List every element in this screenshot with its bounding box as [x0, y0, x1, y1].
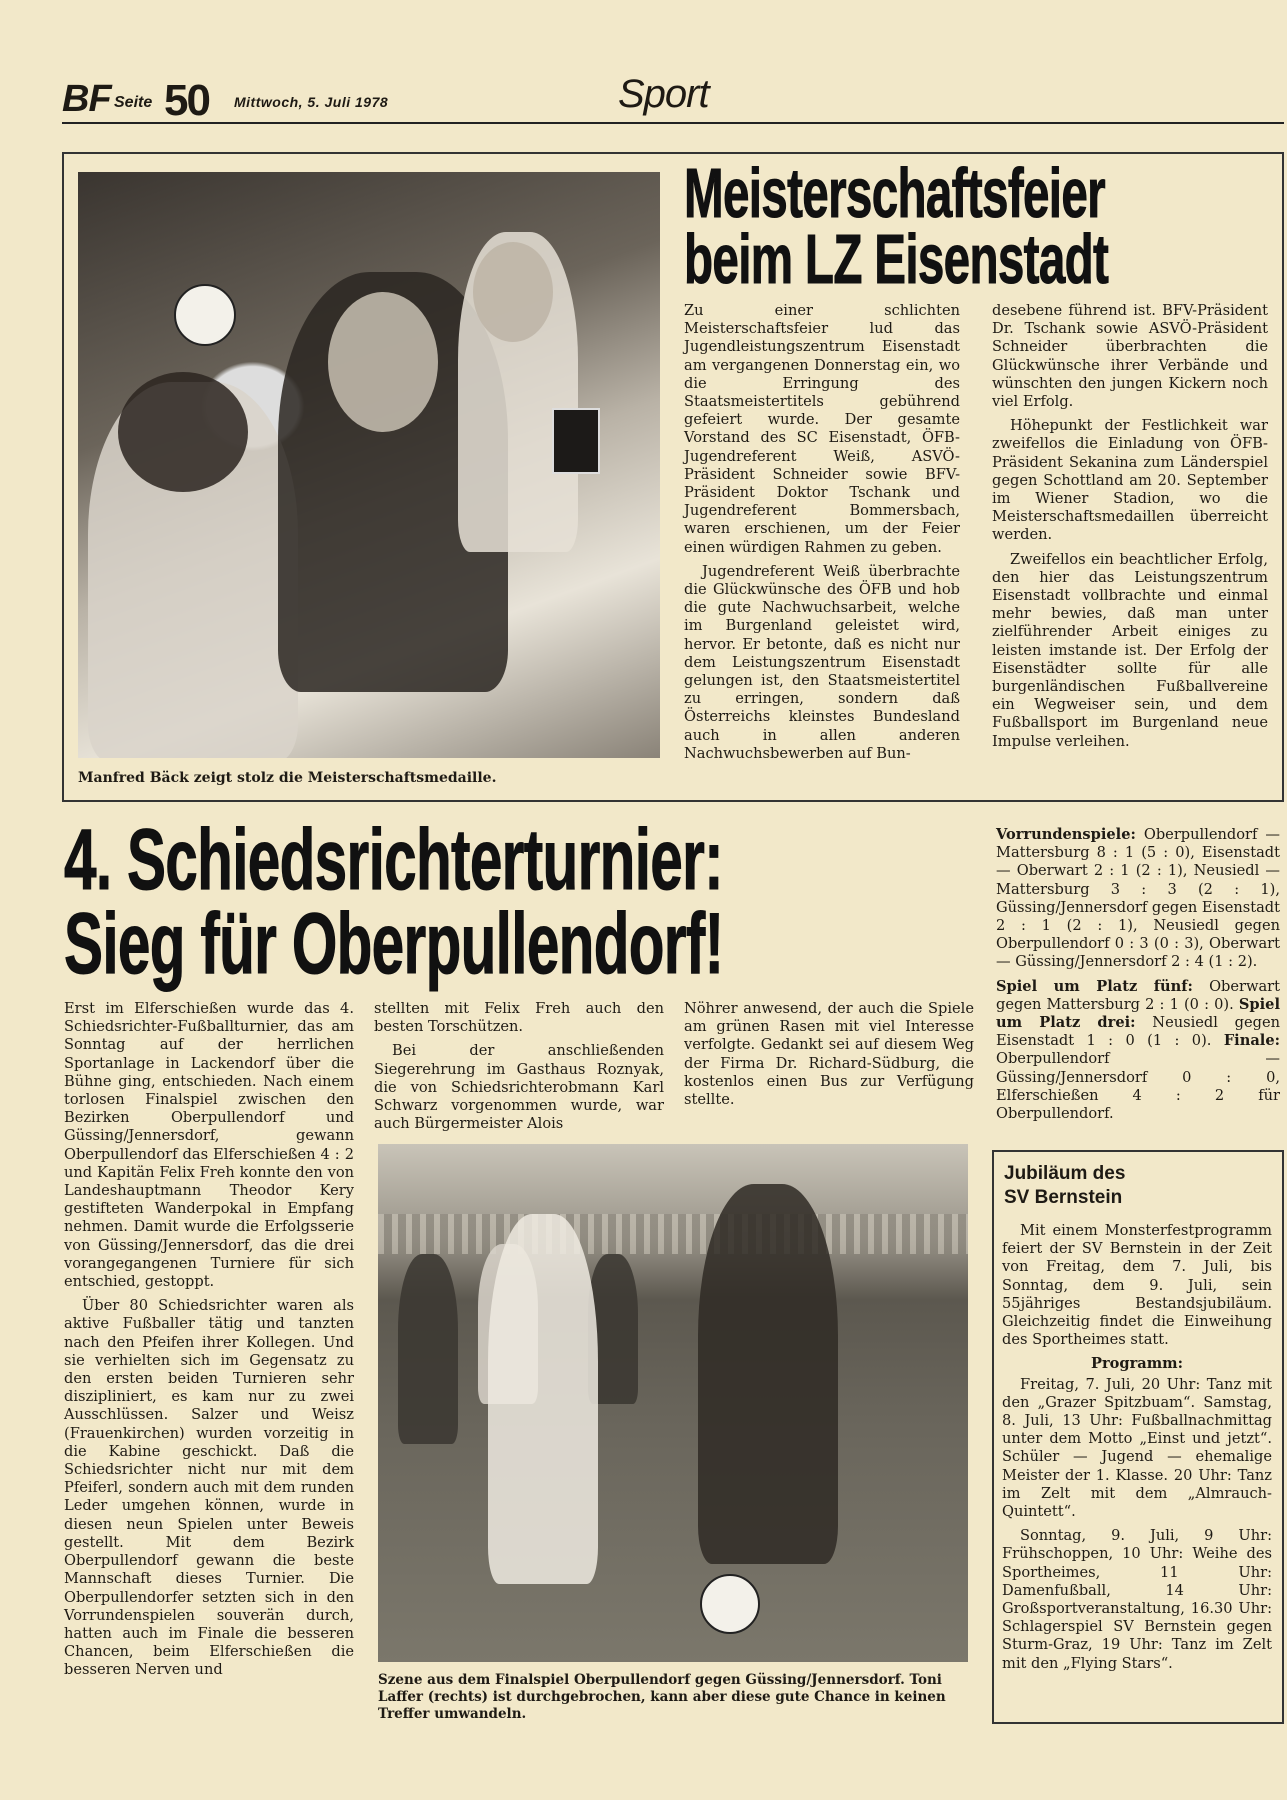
headline-line-2: SV Bernstein: [1004, 1187, 1123, 1208]
article2-column-1: [64, 1000, 354, 1686]
photo-player-laffer: [698, 1184, 838, 1564]
photo-caption-2: Szene aus dem Finalspiel Oberpullendorf gegen Güssing/Jennersdorf. Toni Laffer (rechts) ist durchgebrochen, kann aber diese gute Chance in keinen Treffer umwandeln.: [378, 1672, 946, 1722]
photo-medal-ceremony: [78, 172, 660, 758]
article1-paragraph: Jugendreferent Weiß überbrachte die Glückwünsche des ÖFB und hob die gute Nachwuchsarbeit, welche im Burgenland geleistet wird, hervor. Er betonte, daß es nicht nur dem Leistungszentrum Eisenstadt gelungen ist, den Staatsmeistertitel zu erringen, sondern daß Österreichs kleinstes Bundesland auch in allen anderen Nachwuchsbewerben auf Bun-: [684, 562, 960, 762]
photo-final-match: [378, 1144, 968, 1662]
photo-player-bg-1: [398, 1254, 458, 1444]
article2-paragraph: Erst im Elferschießen wurde das 4. Schiedsrichter-Fußballturnier, das am Sonntag auf der herrlichen Sportanlage in Lackendorf über die Bühne ging, entschieden. Nach einem torlosen Finalspiel zwischen den Bezirken Oberpullendorf und Güssing/Jennersdorf, gewann Oberpullendorf das Elferschießen 4 : 2 und Kapitän Felix Freh konnte den von Landeshauptmann Theodor Kery gestifteten Wanderpokal in Empfang nehmen. Damit wurde die Erfolgsserie von Güssing/Jennersdorf, das die drei vorangegangenen Turniere für sich entschied, gestoppt.: [64, 1000, 354, 1291]
photo-person-left-head: [118, 372, 248, 492]
masthead-page-label: Seite: [114, 94, 153, 111]
results-label-finale: Finale:: [1223, 1032, 1280, 1050]
article1-paragraph: Höhepunkt der Festlichkeit war zweifellos die Einladung von ÖFB-Präsident Sekanina zum Länderspiel gegen Schottland am 20. September im Wiener Stadion, wo die Meisterschaftsmedaillen überreicht werden.: [992, 417, 1268, 544]
article2-paragraph: Nöhrer anwesend, der auch die Spiele am grünen Rasen mit viel Interesse verfolgte. Gedankt sei auf diesem Weg der Firma Dr. Richard-Südburg, die kostenlos einen Bus zur Verfügung stellte.: [684, 1000, 974, 1109]
article2-column-3: [684, 1000, 974, 1115]
article1-paragraph: Zweifellos ein beachtlicher Erfolg, den hier das Leistungszentrum Eisenstadt vollbrachte und einmal mehr bewies, daß man unter zielführender Arbeit einiges zu leisten imstande ist. Der Erfolg der Eisenstädter sollte für alle burgenländischen Fußballvereine ein Wegweiser sein, und dem Fußballsport im Burgenland neue Impulse verleihen.: [992, 550, 1268, 750]
photo-caption-1: Manfred Bäck zeigt stolz die Meisterschaftsmedaille.: [78, 770, 497, 786]
headline-meisterschaftsfeier: [684, 154, 1109, 298]
photo-person-right-face: [473, 242, 553, 342]
results-vorrunde: Oberpullendorf — Mattersburg 8 : 1 (5 : 0), Eisenstadt — Oberwart 2 : 1 (2 : 1), Neusiedl — Mattersburg 3 : 3 (2 : 1), Güssing/Jennersdorf gegen Eisenstadt 2 : 1 (2 : 1), Neusiedl gegen Oberpullendorf 0 : 3 (0 : 3), Oberwart — Güssing/Jennersdorf 2 : 4 (1 : 2).: [996, 826, 1280, 971]
results-finale: Oberpullendorf — Güssing/Jennersdorf 0 : 0, Elferschießen 4 : 2 für Oberpullendorf.: [996, 1050, 1280, 1123]
headline-line-2: beim LZ Eisenstadt: [684, 220, 1109, 298]
article3-programm-label: Programm:: [1090, 1355, 1184, 1373]
article2-paragraph: Bei der anschließenden Siegerehrung im Gasthaus Roznyak, die von Schiedsrichterobmann Karl Schwarz vorgenommen wurde, war auch Bürgermeister Alois: [374, 1042, 664, 1133]
photo-fence: [378, 1214, 968, 1254]
headline-line-2: Sieg für Oberpullendorf!: [64, 896, 724, 992]
headline-schiedsrichterturnier: [64, 812, 724, 992]
headline-jubilaeum: [1004, 1162, 1274, 1210]
article2-column-2: [374, 1000, 664, 1139]
masthead: [62, 72, 1284, 125]
article3-paragraph: Freitag, 7. Juli, 20 Uhr: Tanz mit den „Grazer Spitzbuam“. Samstag, 8. Juli, 13 Uhr: Fußballnachmittag unter dem Motto „Einst und jetzt“. Schüler — Jugend — ehemalige Meister der 1. Klasse. 20 Uhr: Tanz im Zelt mit dem „Almrauch-Quintett“.: [1002, 1375, 1272, 1521]
article1-column-2: [992, 302, 1268, 757]
article2-paragraph: Über 80 Schiedsrichter waren als aktive Fußballer tätig und tanzten nach den Pfeifen ihrer Kollegen. Und sie verhielten sich im Gegensatz zu den ersten beiden Turnieren sehr diszipliniert, es kam nur zu zwei Ausschlüssen. Salzer und Weisz (Frauenkirchen) wurden vorzeitig in die Kabine geschickt. Daß die Schiedsrichter nicht nur mit dem Pfeiferl, sondern auch mit dem runden Leder umgehen können, wurde in diesen neun Spielen unter Beweis gestellt. Mit dem Bezirk Oberpullendorf gewann die beste Mannschaft dieses Turnier. Die Oberpullendorfer setzten sich in den Vorrundenspielen souverän durch, hatten auch im Finale die besseren Chancen, beim Elferschießen die besseren Nerven und: [64, 1297, 354, 1679]
photo-person-center-face: [328, 292, 438, 432]
headline-line-1: 4. Schiedsrichterturnier:: [64, 812, 723, 908]
masthead-date: Mittwoch, 5. Juli 1978: [234, 94, 389, 110]
article2-paragraph: stellten mit Felix Freh auch den besten Torschützen.: [374, 1000, 664, 1036]
results-platz5: Oberwart gegen Mattersburg 2 : 1 (0 : 0).: [996, 977, 1281, 1013]
masthead-logo: BF: [62, 78, 111, 120]
article3-paragraph: Sonntag, 9. Juli, 9 Uhr: Frühschoppen, 10 Uhr: Weihe des Sportheimes, 11 Uhr: Damenfußball, 14 Uhr: Großsportveranstaltung, 16.30 Uhr: Schlagerspiel SV Bernstein gegen Sturm-Graz, 19 Uhr: Tanz im Zelt mit den „Flying Stars“.: [1002, 1527, 1272, 1672]
headline-line-1: Jubiläum des: [1004, 1163, 1126, 1184]
headline-line-1: Meisterschaftsfeier: [684, 154, 1105, 232]
article1-column-1: [684, 302, 960, 769]
football-icon: [700, 1574, 760, 1634]
photo-player-guessing: [488, 1214, 598, 1584]
results-label-vorrunde: Vorrundenspiele:: [996, 826, 1136, 843]
tournament-results: [996, 826, 1280, 1129]
article1-paragraph: Zu einer schlichten Meisterschaftsfeier lud das Jugendleistungszentrum Eisenstadt am vergangenen Donnerstag ein, wo die Erringung des Staatsmeistertitels gebührend gefeiert wurde. Der gesamte Vorstand des SC Eisenstadt, ÖFB-Jugendreferent Weiß, ASVÖ-Präsident Schneider sowie BFV-Präsident Doktor Tschank und Jugendreferent Bommersbach, waren erschienen, um der Feier einen würdigen Rahmen zu geben.: [684, 302, 960, 556]
masthead-section: Sport: [618, 72, 709, 116]
football-icon: [174, 284, 236, 346]
article3-paragraph: Mit einem Monsterfestprogramm feiert der SV Bernstein in der Zeit von Freitag, dem 7. Juli, bis Sonntag, dem 9. Juli, sein 55jähriges Bestandsjubiläum. Gleichzeitig findet die Einweihung des Sportheimes statt.: [1002, 1222, 1272, 1349]
medal-case-icon: [552, 408, 600, 474]
results-label-platz5: Spiel um Platz fünf:: [996, 977, 1193, 995]
masthead-page-number: 50: [164, 76, 209, 125]
results-platz3: Neusiedl gegen Eisenstadt 1 : 0 (1 : 0).: [996, 1014, 1281, 1050]
article3-body: [1002, 1222, 1272, 1679]
article1-paragraph: desebene führend ist. BFV-Präsident Dr. Tschank sowie ASVÖ-Präsident Schneider überbrachten die Glückwünsche ihrer Verbände und wünschten den jungen Kickern noch viel Erfolg.: [992, 302, 1268, 411]
results-label-platz3: Spiel um Platz drei:: [996, 995, 1280, 1032]
